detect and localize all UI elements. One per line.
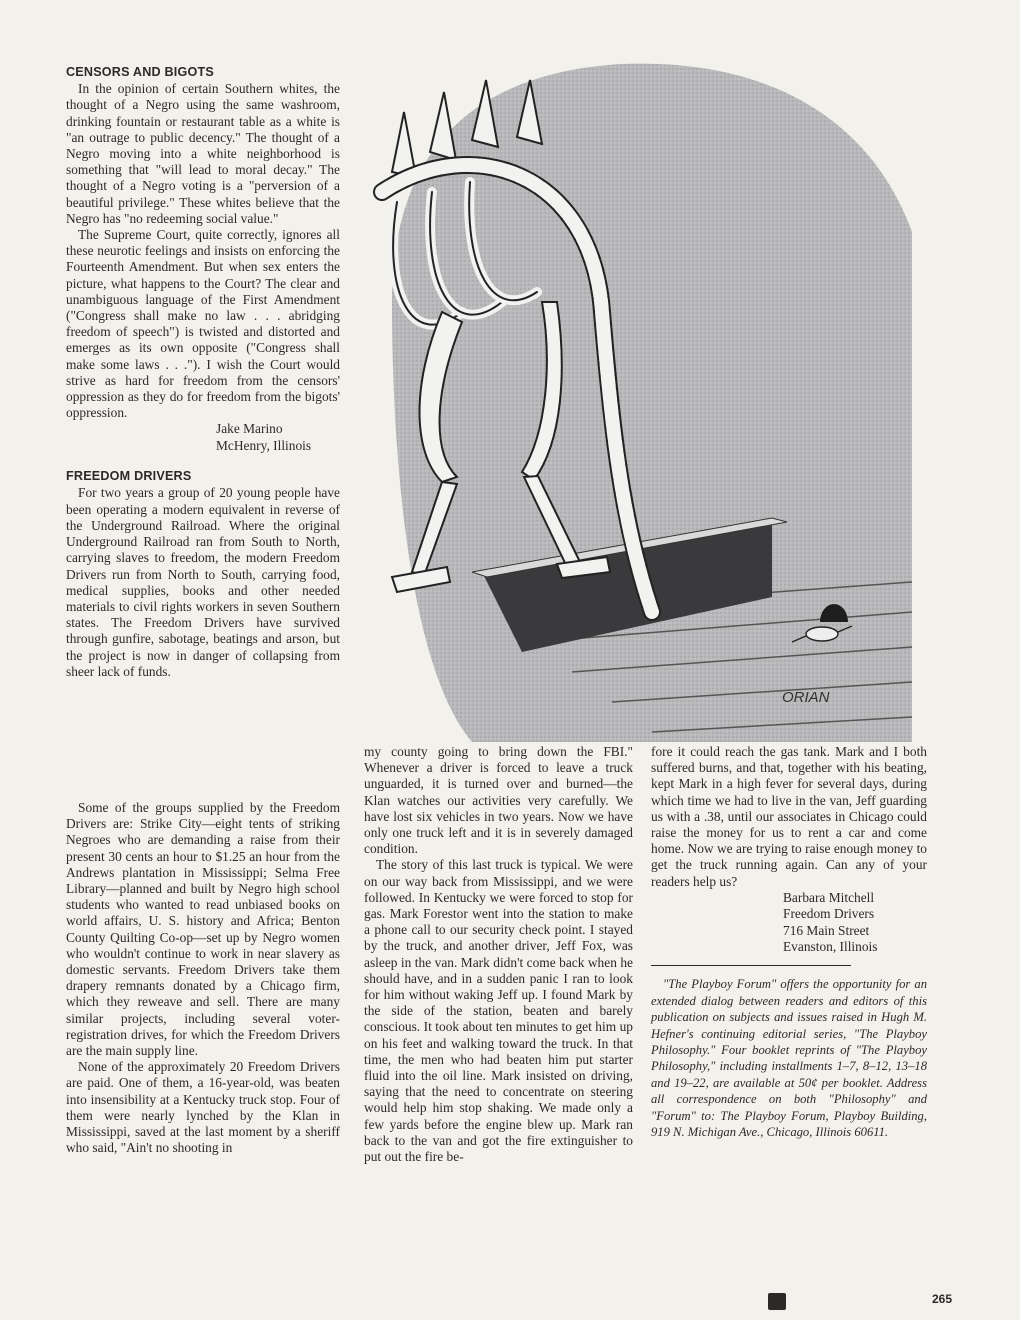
rabbit-head-icon	[768, 1293, 786, 1310]
column-3	[364, 744, 633, 1165]
freedom-signature-org: Freedom Drivers	[783, 906, 875, 922]
censors-signature-place: McHenry, Illinois	[216, 437, 312, 453]
freedom-paragraph-3: None of the approximately 20 Freedom Drivers are paid. One of them, a 16-year-old, was beaten into insensibility at a Kentucky truck stop. Four of them were nearly lynched by the Klan in Mississippi, saved at the last moment by a sheriff who said, "Ain't no shooting in	[66, 1059, 340, 1156]
divider-rule	[651, 965, 851, 966]
freedom-signature-city: Evanston, Illinois	[783, 939, 878, 955]
artist-signature: ORIAN	[782, 689, 830, 706]
censors-paragraph-2: The Supreme Court, quite correctly, ignores all these neurotic feelings and insists on enforcing the Fourteenth Amendment. But when sex enters the picture, what happens to the Court? The clear and unambiguous language of the First Amendment ("Congress shall make no law . . . abridging freedom of speech") is twisted and distorted and emerges as its own opposite ("Congress shall make some laws . . ."). I wish the Court would strive as hard for freedom from the censors' oppression as they do for freedom from the bigots' oppression.	[66, 227, 340, 421]
freedom-paragraph-2: Some of the groups supplied by the Freedom Drivers are: Strike City—eight tents of striking Negroes who are demanding a raise from their present 30 cents an hour to $1.25 an hour from the Andrews plantation in Mississippi; Selma Free Library—planned and built by Negro high school students who wanted to read unbiased books on world affairs, U. S. history and Africa; Benton County Quilting Co-op—set up by Negro women who wouldn't continue to work in near slavery as domestic servants. Freedom Drivers take them drapery remnants donated by a Chicago firm, which they reweave and sell. There are many similar projects, including several voter-registration drives, for which the Freedom Drivers are the main supply line.	[66, 800, 340, 1059]
censors-paragraph-1: In the opinion of certain Southern whites, the thought of a Negro using the same washroom, drinking fountain or restaurant table as a white is "an outrage to public decency." The thought of a Negro moving into a white neighborhood is something that "will lead to moral decay." The thought of a Negro voting is a "perversion of a beautiful privilege." These whites believe that the Negro has "no redeeming social value."	[66, 81, 340, 226]
cartoon-illustration	[352, 52, 940, 742]
page-number: 265	[932, 1292, 953, 1306]
column-1	[66, 64, 340, 680]
freedom-paragraph-5: The story of this last truck is typical. We were on our way back from Mississippi, and we were followed. In Kentucky we were forced to stop for gas. Mark Forestor went into the station to make a phone call to our security check point. I stayed by the truck, and another driver, Jeff Fox, was asleep in the van. Mark didn't come back when he should have, and in a sudden panic I ran to look for him without waking Jeff up. I found Mark by the side of the station, beaten and barely conscious. It took about ten minutes to get him up on his feet and walking toward the truck. In that time, the men who had beaten him put starter fluid into the oil line. Mark insisted on driving, saying that the need to concentrate on steering would help him stop shaking. We made only a few yards before the engine blew up. Mark ran back to the van and got the fire extinguisher to put out the fire be-	[364, 857, 633, 1165]
censors-signature-name: Jake Marino	[216, 421, 283, 437]
dinosaur-skeleton-cartoon	[352, 52, 940, 742]
section-heading-freedom: FREEDOM DRIVERS	[66, 469, 192, 484]
section-heading-censors: CENSORS AND BIGOTS	[66, 65, 214, 79]
freedom-signature-name: Barbara Mitchell	[783, 889, 875, 905]
freedom-paragraph-6: fore it could reach the gas tank. Mark and I both suffered burns, and that, together with his beating, kept Mark in a high fever for several days, during which time we had to live in the van, Jeff guarding us with a .38, until our associates in Chicago could raise the money for us to rent a car and come home. Now we are trying to raise enough money to get the truck running again. Can any of your readers help us?	[651, 744, 927, 889]
freedom-paragraph-1: For two years a group of 20 young people have been operating a modern equivalent in reverse of the Underground Railroad. Where the original Underground Railroad ran from South to North, carrying slaves to freedom, the modern Freedom Drivers run from North to South, carrying food, medical supplies, books and other needed materials to civil rights workers in seven Southern states. The Freedom Drivers have survived through gunfire, sabotage, beatings and arson, but the project is now in danger of collapsing from sheer lack of funds.	[66, 485, 340, 679]
forum-editorial-note: "The Playboy Forum" offers the opportunity for an extended dialog between readers and editors of this publication on subjects and issues raised in Hugh M. Hefner's continuing editorial series, "The Playboy Philosophy." Four booklet reprints of "The Playboy Philosophy," including installments 1–7, 8–12, 13–18 and 19–22, are available at 50¢ per booklet. Address all correspondence on both "Philosophy" and "Forum" to: The Playboy Forum, Playboy Building, 919 N. Michigan Ave., Chicago, Illinois 60611.	[651, 977, 927, 1140]
column-4	[651, 744, 927, 1141]
column-2	[66, 800, 340, 1156]
freedom-paragraph-4: my county going to bring down the FBI." Whenever a driver is forced to leave a truck unguarded, it is turned over and burned—the Klan watches our activities very carefully. We have lost six vehicles in two years. Now we have only one truck left and it is in severely damaged condition.	[364, 744, 633, 857]
freedom-signature-street: 716 Main Street	[783, 922, 870, 938]
